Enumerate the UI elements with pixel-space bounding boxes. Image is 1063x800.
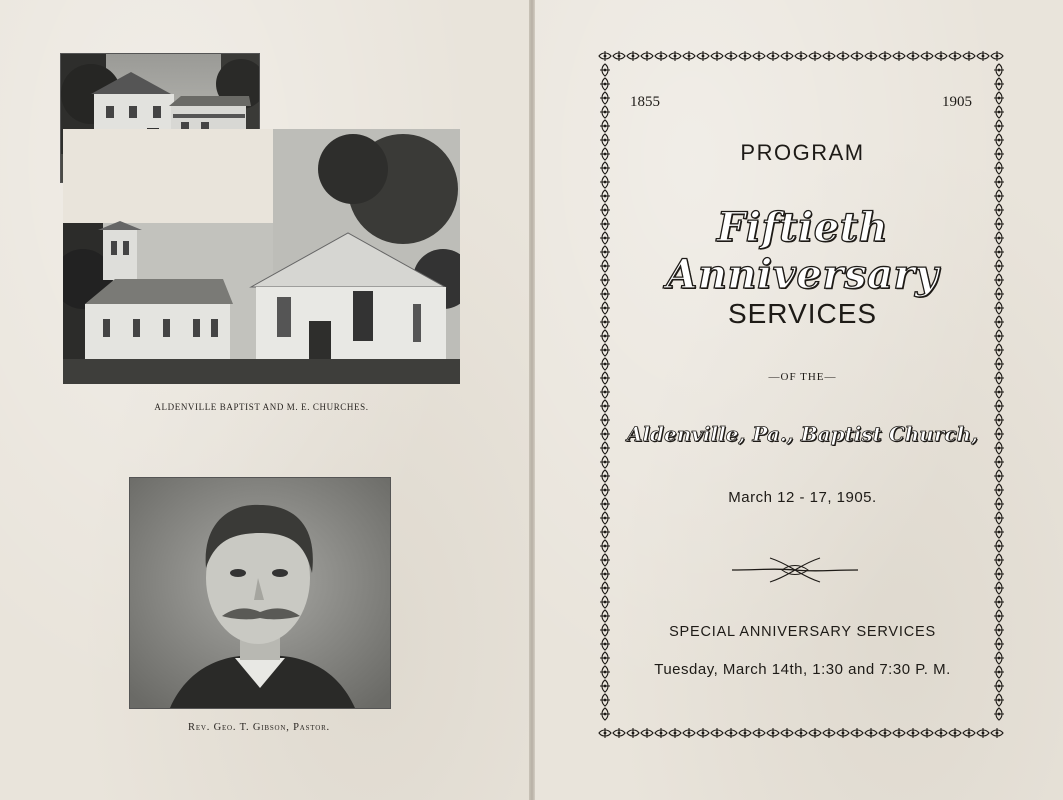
program-label: PROGRAM: [740, 140, 865, 165]
pastor-portrait: [129, 477, 391, 709]
flourish-ornament: [730, 550, 860, 590]
of-the-label: —OF THE—: [768, 371, 837, 383]
year-start: 1855: [630, 94, 660, 110]
pastor-caption: Rev. Geo. T. Gibson, Pastor.: [188, 722, 330, 733]
special-services-heading: SPECIAL ANNIVERSARY SERVICES: [669, 624, 936, 640]
church-name: Aldenville, Pa., Baptist Church,: [626, 422, 979, 446]
anniversary-title: Fiftieth Anniversary: [666, 204, 939, 298]
year-end: 1905: [942, 94, 972, 110]
churches-caption: ALDENVILLE BAPTIST AND M. E. CHURCHES.: [154, 402, 369, 412]
event-dates: March 12 - 17, 1905.: [728, 489, 877, 506]
churches-photo: [63, 129, 460, 384]
special-services-times: Tuesday, March 14th, 1:30 and 7:30 P. M.: [654, 661, 951, 678]
services-label: SERVICES: [727, 298, 878, 329]
book-spine: [529, 0, 535, 800]
